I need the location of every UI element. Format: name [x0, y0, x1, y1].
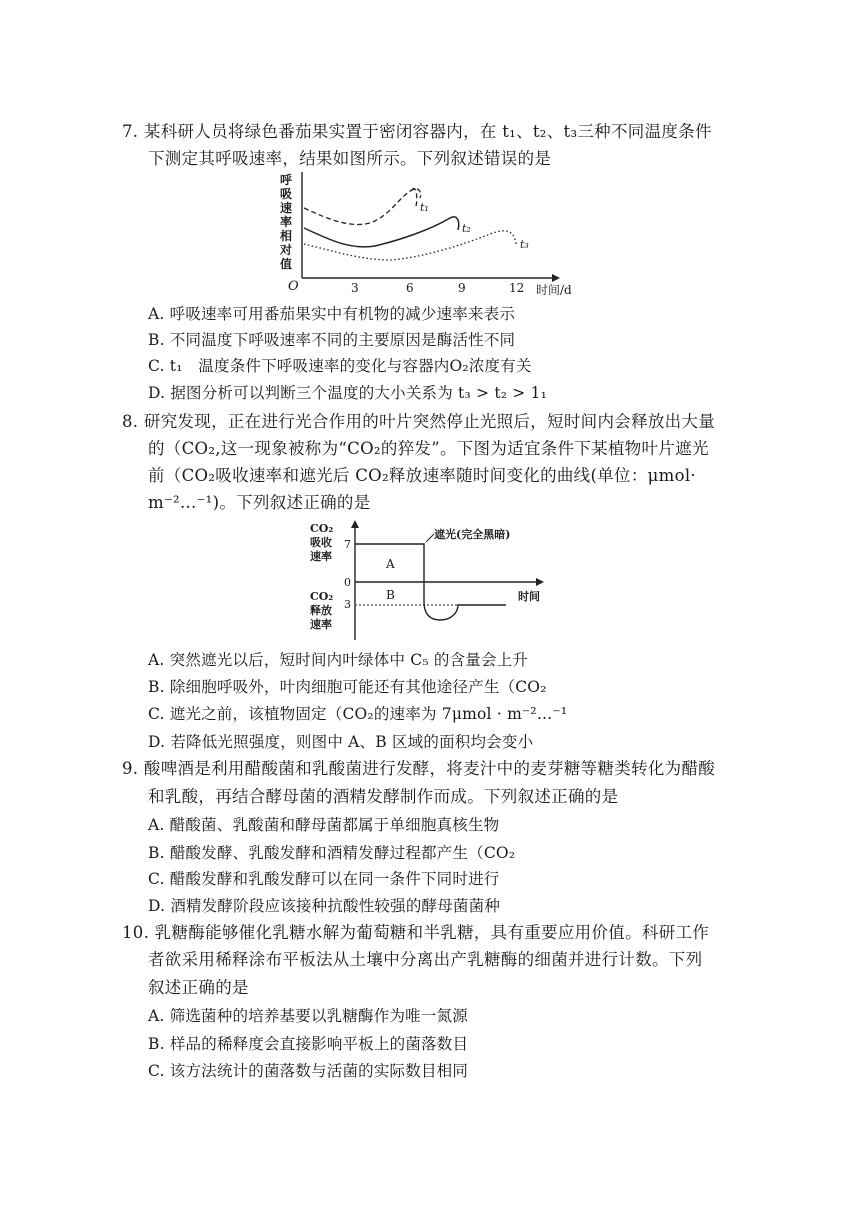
q10-option-a: A. 筛选菌种的培养基要以乳糖酶作为唯一氮源	[148, 1007, 468, 1025]
q7-ylabel-char: 值	[280, 257, 293, 271]
q8-ylabel-bottom: 速率	[310, 618, 332, 631]
q7-x-arrow	[552, 274, 560, 282]
q8-tick-3: 3	[344, 598, 351, 611]
q7-ylabel-char: 对	[280, 243, 293, 257]
q7-option-d: D. 据图分析可以判断三个温度的大小关系为 t₃ > t₂ > 1₁	[148, 384, 548, 402]
q8-x-arrow	[536, 578, 544, 586]
q8-region-a: A	[386, 557, 395, 571]
q8-option-a: A. 突然遮光以后，短时间内叶绿体中 C₅ 的含量会上升	[148, 651, 529, 669]
q8-release-curve	[424, 582, 506, 620]
q8-tick-7: 7	[344, 538, 351, 551]
q7-origin: O	[288, 279, 299, 294]
q8-annotation-pointer	[426, 534, 434, 542]
q7-xtick: 12	[509, 281, 525, 295]
q7-stem-line1: 7. 某科研人员将绿色番茄果实置于密闭容器内，在 t₁、t₂、t₃三种不同温度条件	[122, 122, 712, 141]
q8-stem-line3: 前（CO₂吸收速率和遮光后 CO₂释放速率随时间变化的曲线(单位：μmol·	[148, 466, 696, 485]
q8-stem-line1: 8. 研究发现，正在进行光合作用的叶片突然停止光照后，短时间内会释放出大量	[122, 412, 716, 431]
q8-stem-line2: 的（CO₂,这一现象被称为“CO₂的猝发”。下图为适宜条件下某植物叶片遮光	[148, 439, 709, 458]
q9-option-b: B. 醋酸发酵、乳酸发酵和酒精发酵过程都产生（CO₂	[148, 844, 516, 862]
q8-option-c: C. 遮光之前，该植物固定（CO₂的速率为 7μmol · m⁻²…⁻¹	[148, 705, 568, 723]
q10-stem-line3: 叙述正确的是	[148, 978, 249, 997]
q7-xlabel: 时间/d	[536, 283, 572, 296]
q7-option-a: A. 呼吸速率可用番茄果实中有机物的减少速率来表示	[148, 305, 516, 323]
q8-ylabel-top: CO₂	[310, 522, 334, 535]
q8-option-b: B. 除细胞呼吸外，叶肉细胞可能还有其他途径产生（CO₂	[148, 678, 547, 696]
q8-ylabel-bottom: 释放	[310, 604, 332, 617]
q7-label-t3: t₃	[520, 238, 529, 251]
q8-annotation: 遮光(完全黑暗)	[434, 528, 511, 541]
q9-option-d: D. 酒精发酵阶段应该接种抗酸性较强的酵母菌菌种	[148, 897, 501, 915]
q7-xtick: 3	[351, 281, 359, 295]
q8-y-arrow	[351, 520, 359, 528]
q8-ylabel-bottom: CO₂	[310, 590, 334, 603]
q9-stem-line1: 9. 酸啤酒是利用醋酸菌和乳酸菌进行发酵，将麦汁中的麦芽糖等糖类转化为醋酸	[122, 759, 716, 778]
q8-option-d: D. 若降低光照强度，则图中 A、B 区域的面积均会变小	[148, 733, 534, 751]
q7-curve-t2	[304, 217, 459, 247]
q7-ylabel-char: 速	[280, 201, 293, 215]
q7-ylabel-char: 率	[280, 215, 293, 229]
q10-option-c: C. 该方法统计的菌落数与活菌的实际数目相同	[148, 1062, 469, 1080]
q7-stem-line2: 下测定其呼吸速率，结果如图所示。下列叙述错误的是	[148, 149, 552, 168]
q8-stem-line4: m⁻²…⁻¹)。下列叙述正确的是	[148, 493, 371, 512]
q9-option-a: A. 醋酸菌、乳酸菌和酵母菌都属于单细胞真核生物	[148, 816, 500, 834]
q7-curve-t1-tail	[412, 189, 417, 206]
q9-option-c: C. 醋酸发酵和乳酸发酵可以在同一条件下同时进行	[148, 870, 500, 888]
q7-xtick: 6	[406, 281, 414, 295]
q7-ylabel-char: 相	[280, 229, 293, 243]
q7-ylabel-char: 吸	[280, 187, 293, 201]
q8-ylabel-top: 速率	[310, 550, 332, 563]
q7-label-t2: t₂	[462, 222, 471, 235]
q7-ylabel-char: 呼	[280, 173, 293, 187]
q9-stem-line2: 和乳酸，再结合酵母菌的酒精发酵制作而成。下列叙述正确的是	[148, 787, 619, 806]
q10-option-b: B. 样品的稀释度会直接影响平板上的菌落数目	[148, 1035, 469, 1053]
q7-respiration-figure	[270, 168, 590, 296]
q8-co2-figure	[306, 516, 550, 642]
q8-ylabel-top: 吸收	[310, 536, 332, 549]
q8-region-b: B	[386, 588, 395, 602]
q8-tick-0: 0	[344, 576, 351, 589]
q7-label-t1: t₁	[420, 201, 429, 214]
q7-curve-t1	[304, 189, 421, 225]
q10-stem-line1: 10. 乳糖酶能够催化乳糖水解为葡萄糖和半乳糖，具有重要应用价值。科研工作	[122, 923, 710, 942]
q8-xlabel: 时间	[518, 590, 540, 603]
q7-xtick: 9	[458, 281, 466, 295]
q7-option-c: C. t₁ 温度条件下呼吸速率的变化与容器内O₂浓度有关	[148, 357, 532, 375]
q10-stem-line2: 者欲采用稀释涂布平板法从土壤中分离出产乳糖酶的细菌并进行计数。下列	[148, 950, 703, 969]
q7-option-b: B. 不同温度下呼吸速率不同的主要原因是酶活性不同	[148, 331, 516, 349]
